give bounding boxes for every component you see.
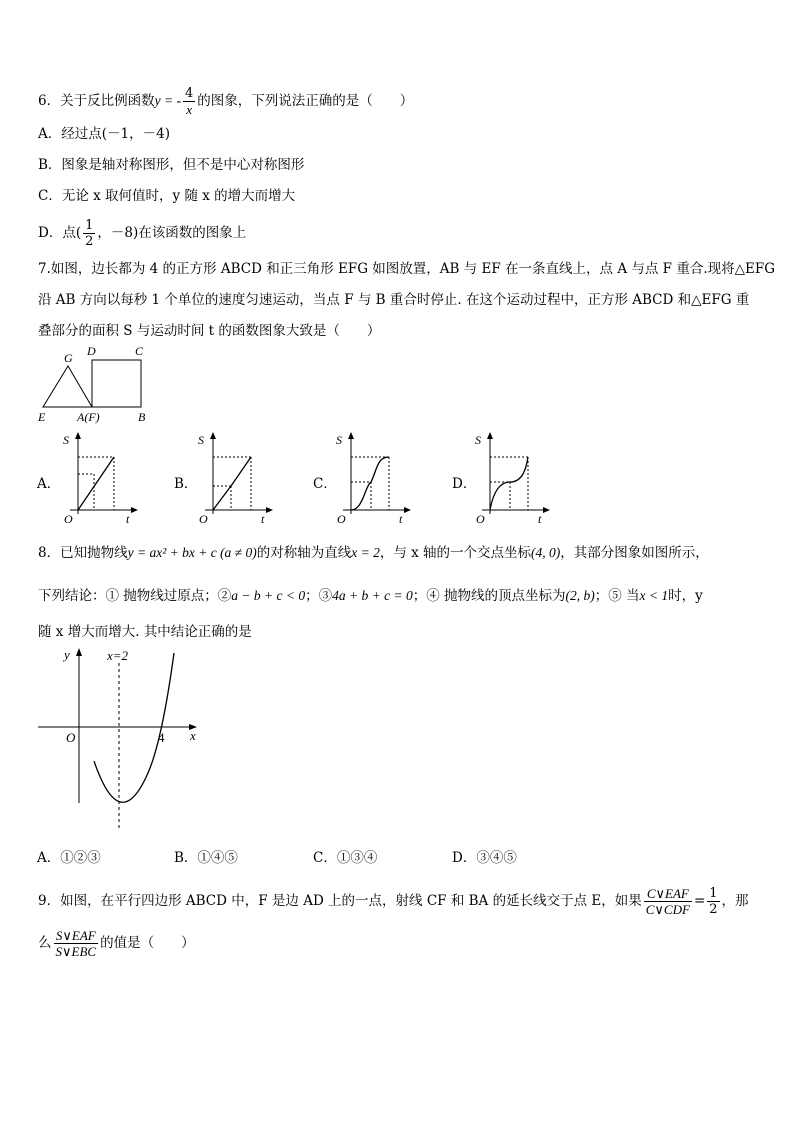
q9-area-ratio <box>54 928 99 959</box>
q8-conclusion-5: x < 1 <box>639 588 669 603</box>
q6-option-d <box>38 218 246 249</box>
q9-frac1-den: C∨CDF <box>645 902 690 917</box>
q6-stem <box>38 86 413 117</box>
q8-axis-equation: x = 2 <box>351 545 380 560</box>
graph-b-t-label: t <box>261 512 265 526</box>
q6-optd-den: 2 <box>85 234 94 249</box>
q8-text-1d: ，与 x 轴的一个交点坐标 <box>379 545 532 561</box>
graph-c-t-label: t <box>399 512 403 526</box>
label-e: E <box>38 410 46 424</box>
q6-optd-num: 1 <box>85 218 94 233</box>
q6-suffix: 的图象，下列说法正确的是（ ） <box>197 93 414 109</box>
q8-text-2c: ；④ 抛物线的顶点坐标为 <box>412 588 566 604</box>
q6-option-b: B．图象是轴对称图形，但不是中心对称图形 <box>38 157 305 173</box>
triangle-efg <box>43 366 92 407</box>
q8-text-1f: ，其部分图象如图所示， <box>560 545 709 561</box>
graph-b-s-label: S <box>198 433 204 447</box>
q8-line-3: 随 x 增大而增大. 其中结论正确的是 <box>38 624 252 640</box>
q8-text-1b: 的对称轴为直线 <box>256 545 352 561</box>
q9-frac1-num: C∨EAF <box>644 886 692 902</box>
q8-origin-label: O <box>66 730 76 745</box>
q6-fraction <box>183 86 195 117</box>
label-c: C <box>135 344 144 358</box>
q8-option-d: D．③④⑤ <box>452 850 517 866</box>
q6-prefix: 6．关于反比例函数 <box>38 93 155 109</box>
q9-ratio-value <box>707 886 719 917</box>
graph-a-o-label: O <box>64 512 73 526</box>
q9-text-1b: ，那 <box>721 893 749 909</box>
graph-d-t-label: t <box>538 512 542 526</box>
q6-frac-den: x <box>186 102 192 117</box>
graph-d-o-label: O <box>476 512 485 526</box>
q7-line-1: 7.如图，边长都为 4 的正方形 ABCD 和正三角形 EFG 如图放置，AB 与 EF 在一条直线上，点 A 与点 F 重合.现将△EFG <box>38 261 776 277</box>
q9-text-2b: 的值是（ ） <box>100 935 195 951</box>
q9-text-1a: 9．如图，在平行四边形 ABCD 中，F 是边 AD 上的一点，射线 CF 和 BA 的延长线交于点 E，如果 <box>38 893 642 909</box>
q9-equals: = <box>693 893 706 909</box>
q6-option-c: C．无论 x 取何值时，y 随 x 的增大而增大 <box>38 188 296 204</box>
q6-optd-prefix: D．点( <box>38 225 82 241</box>
q8-conclusion-2: a − b + c < 0 <box>231 588 306 603</box>
q8-line-1 <box>38 543 709 563</box>
q8-text-2b: ；③ <box>305 588 333 604</box>
parabola-curve <box>94 653 174 802</box>
q8-conclusion-3: 4a + b + c = 0 <box>332 588 413 603</box>
q6-optd-suffix: ，－8)在该函数的图象上 <box>97 225 247 241</box>
q8-intercept-point: (4, 0) <box>531 545 561 560</box>
q8-conclusion-4: (2, b) <box>565 588 595 603</box>
q9-text-2a: 么 <box>38 935 52 951</box>
q7-option-b-label: B． <box>174 476 198 492</box>
q8-axis-label: x=2 <box>107 648 129 663</box>
graph-c-o-label: O <box>337 512 346 526</box>
graph-d-s-label: S <box>475 433 481 447</box>
q8-line-2 <box>38 586 703 606</box>
q8-option-c: C．①③④ <box>313 850 378 866</box>
graph-c-s-label: S <box>336 433 342 447</box>
q7-figure <box>34 342 164 427</box>
q7-option-a-label: A． <box>37 476 61 492</box>
graph-c-curve <box>351 457 389 510</box>
q7-graph-a <box>60 430 140 526</box>
label-g: G <box>64 351 73 365</box>
graph-a-curve <box>78 457 114 510</box>
q6-frac-num: 4 <box>184 86 194 101</box>
q8-text-2e: 时，y <box>668 588 703 604</box>
q8-parabola-equation: y = ax² + bx + c (a ≠ 0) <box>127 545 257 560</box>
label-b: B <box>138 410 146 424</box>
q7-graph-b <box>195 430 275 526</box>
q8-option-b: B．①④⑤ <box>174 850 238 866</box>
graph-a-t-label: t <box>126 512 130 526</box>
q6-optd-fraction <box>83 218 95 249</box>
q7-graph-d <box>472 430 552 526</box>
label-d: D <box>87 344 96 358</box>
q8-parabola-graph <box>34 645 204 833</box>
q9-frac3-den: S∨EBC <box>55 944 97 959</box>
q8-y-label: y <box>64 647 70 662</box>
q9-line-2 <box>38 928 195 959</box>
q9-perimeter-ratio <box>644 886 692 917</box>
q9-line-1 <box>38 886 749 917</box>
square-abcd <box>92 360 141 407</box>
q6-function: y = - <box>154 93 181 108</box>
q8-option-a: A．①②③ <box>37 850 101 866</box>
q8-text-2d: ；⑤ 当 <box>594 588 640 604</box>
q7-graph-c <box>333 430 413 526</box>
graph-b-o-label: O <box>199 512 208 526</box>
q9-frac2-den: 2 <box>709 902 718 917</box>
q7-option-d-label: D． <box>452 476 477 492</box>
q7-line-3: 叠部分的面积 S 与运动时间 t 的函数图象大致是（ ） <box>38 323 381 339</box>
q9-frac2-num: 1 <box>709 886 718 901</box>
q7-option-c-label: C． <box>313 476 337 492</box>
q8-four-label: 4 <box>158 730 165 745</box>
q8-x-label: x <box>190 728 196 743</box>
q6-option-a: A．经过点(－1，－4) <box>38 126 170 142</box>
graph-b-curve <box>213 457 251 510</box>
q9-frac3-num: S∨EAF <box>54 928 99 944</box>
graph-a-s-label: S <box>63 433 69 447</box>
graph-d-curve <box>490 457 528 510</box>
q7-line-2: 沿 AB 方向以每秒 1 个单位的速度匀速运动，当点 F 与 B 重合时停止. 在这个运动过程中，正方形 ABCD 和△EFG 重 <box>38 292 750 308</box>
q8-text-2a: 下列结论：① 抛物线过原点；② <box>38 588 232 604</box>
q8-text-1a: 8．已知抛物线 <box>38 545 128 561</box>
label-af: A(F) <box>77 410 100 424</box>
